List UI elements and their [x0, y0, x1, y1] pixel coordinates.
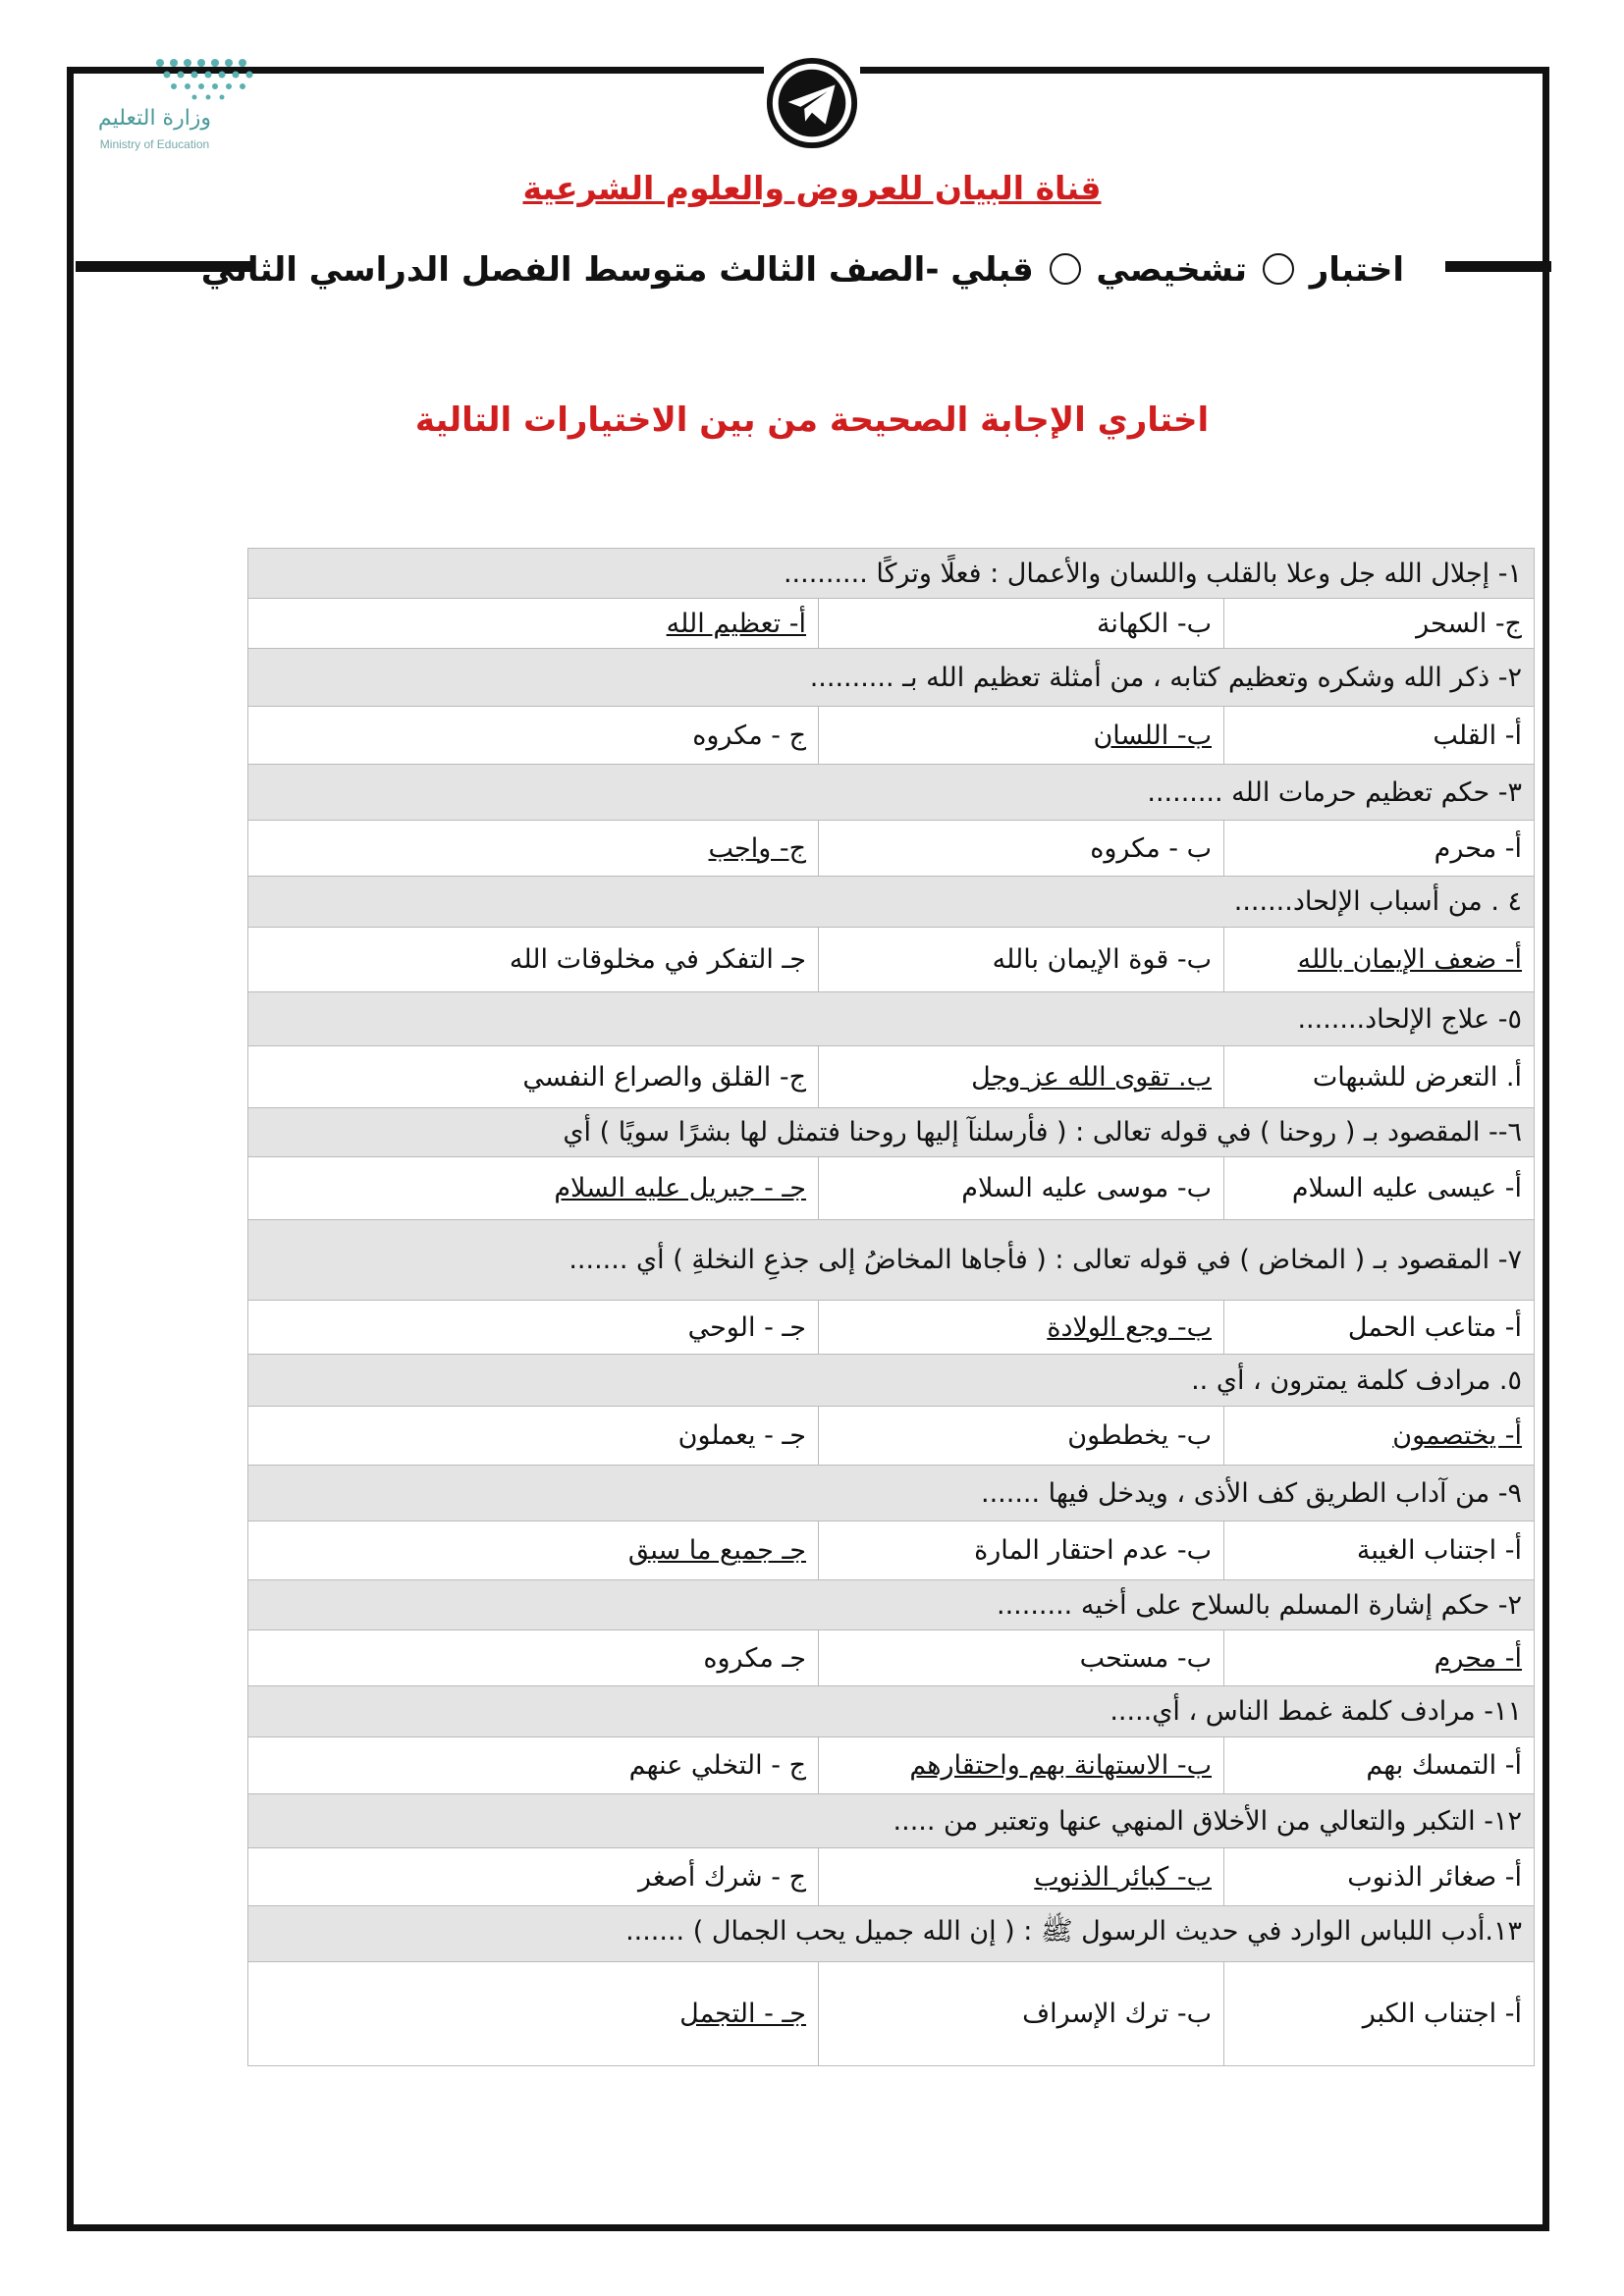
option-cell — [248, 1522, 819, 1580]
options-row — [248, 1737, 1535, 1794]
option-text[interactable]: ب - مكروه — [1090, 832, 1212, 864]
questions-table — [247, 548, 1535, 2066]
options-row — [248, 1046, 1535, 1108]
option-cell — [1224, 599, 1535, 649]
option-text[interactable]: ج- واجب — [708, 832, 806, 864]
option-cell — [248, 1046, 819, 1108]
option-cell — [819, 1848, 1224, 1906]
option-text[interactable]: ب- موسى عليه السلام — [961, 1173, 1212, 1203]
option-text[interactable]: ج- القلق والصراع النفسي — [522, 1061, 806, 1093]
option-text[interactable]: أ- محرم — [1434, 1642, 1522, 1674]
question-row — [248, 877, 1535, 928]
option-cell — [248, 1407, 819, 1466]
option-text[interactable]: ج - التخلي عنهم — [628, 1750, 806, 1781]
option-cell — [1224, 1522, 1535, 1580]
question-text: ٣- حكم تعظيم حرمات الله ......... — [248, 765, 1535, 821]
option-text[interactable]: أ- تعظيم الله — [666, 608, 806, 639]
option-text[interactable]: أ- ضعف الإيمان بالله — [1297, 944, 1522, 975]
option-text[interactable]: جـ - جبريل عليه السلام — [554, 1173, 806, 1203]
option-text[interactable]: أ- اجتناب الكبر — [1362, 1999, 1522, 2029]
option-text[interactable]: ج - مكروه — [692, 720, 806, 751]
question-row — [248, 992, 1535, 1046]
option-text[interactable]: ج- السحر — [1416, 608, 1522, 639]
question-text: ٥- علاج الإلحاد........ — [248, 992, 1535, 1046]
option-cell — [1224, 1737, 1535, 1794]
option-text[interactable]: ب. تقوى الله عز وجل — [971, 1061, 1212, 1093]
exam-title-line — [200, 250, 1404, 290]
option-text[interactable]: أ- متاعب الحمل — [1347, 1311, 1522, 1343]
question-row — [248, 1906, 1535, 1962]
option-text[interactable]: أ. التعرض للشبهات — [1312, 1061, 1522, 1093]
question-text: ١٣.أدب اللباس الوارد في حديث الرسول ﷺ : ( إن الله جميل يحب الجمال ) ....... — [248, 1906, 1535, 1962]
options-row — [248, 928, 1535, 992]
pre-test-label: قبلي — [950, 250, 1034, 290]
option-cell — [248, 599, 819, 649]
option-cell — [248, 707, 819, 765]
option-cell — [819, 707, 1224, 765]
option-cell — [819, 1630, 1224, 1686]
option-cell — [819, 928, 1224, 992]
question-row — [248, 1580, 1535, 1630]
option-cell — [819, 1962, 1224, 2066]
option-cell — [819, 1737, 1224, 1794]
option-text[interactable]: ب- كبائر الذنوب — [1034, 1861, 1212, 1893]
options-row — [248, 821, 1535, 877]
options-row — [248, 1848, 1535, 1906]
option-cell — [1224, 707, 1535, 765]
option-cell — [1224, 1407, 1535, 1466]
question-row — [248, 1686, 1535, 1737]
option-cell — [1224, 1848, 1535, 1906]
question-row — [248, 549, 1535, 599]
diagnostic-checkbox[interactable] — [1263, 253, 1294, 285]
options-row — [248, 1301, 1535, 1355]
option-text[interactable]: أ- يختصمون — [1392, 1420, 1522, 1451]
option-text[interactable]: جـ - التجمل — [679, 1999, 806, 2029]
options-row — [248, 1522, 1535, 1580]
options-row — [248, 1630, 1535, 1686]
option-text[interactable]: ب- وجع الولادة — [1047, 1311, 1212, 1343]
option-text[interactable]: جـ - يعملون — [677, 1420, 806, 1451]
question-row — [248, 765, 1535, 821]
question-row — [248, 1794, 1535, 1848]
options-row — [248, 599, 1535, 649]
logo-english-text: Ministry of Education — [99, 137, 210, 151]
option-text[interactable]: ج - شرك أصغر — [637, 1861, 806, 1893]
dots-icon — [152, 57, 258, 104]
instructions-heading: اختاري الإجابة الصحيحة من بين الاختيارات التالية — [414, 400, 1210, 440]
options-row — [248, 707, 1535, 765]
option-text[interactable]: ب- عدم احتقار المارة — [974, 1535, 1212, 1566]
option-cell — [1224, 928, 1535, 992]
option-text[interactable]: جـ جميع ما سبق — [627, 1535, 806, 1566]
option-text[interactable]: ب- قوة الإيمان بالله — [992, 944, 1212, 975]
options-row — [248, 1407, 1535, 1466]
option-text[interactable]: أ- محرم — [1434, 832, 1522, 864]
option-text[interactable]: أ- صغائر الذنوب — [1347, 1861, 1522, 1893]
question-row — [248, 649, 1535, 707]
option-cell — [248, 1737, 819, 1794]
option-cell — [819, 1157, 1224, 1220]
option-text[interactable]: ب- الكهانة — [1096, 608, 1212, 639]
right-divider — [1445, 261, 1551, 272]
option-cell — [819, 1046, 1224, 1108]
question-row — [248, 1466, 1535, 1522]
option-cell — [248, 1301, 819, 1355]
question-row — [248, 1355, 1535, 1407]
option-text[interactable]: ب- مستحب — [1079, 1642, 1212, 1674]
question-text: ١١- مرادف كلمة غمط الناس ، أي..... — [248, 1686, 1535, 1737]
option-text[interactable]: أ- اجتناب الغيبة — [1356, 1535, 1522, 1566]
option-cell — [248, 1157, 819, 1220]
option-cell — [1224, 1301, 1535, 1355]
option-text[interactable]: جـ مكروه — [703, 1642, 806, 1674]
option-cell — [1224, 1962, 1535, 2066]
diagnostic-label: تشخيصي — [1096, 250, 1248, 290]
option-cell — [819, 1301, 1224, 1355]
logo-arabic-text: وزارة التعليم — [97, 106, 212, 131]
option-cell — [1224, 1630, 1535, 1686]
question-text: ٧- المقصود بـ ( المخاض ) في قوله تعالى : ( فأجاها المخاضُ إلى جذعِ النخلةِ ) أي ....... — [248, 1220, 1535, 1301]
option-cell — [819, 599, 1224, 649]
option-cell — [1224, 1046, 1535, 1108]
question-text: ٦-- المقصود بـ ( روحنا ) في قوله تعالى : ( فأرسلنآ إليها روحنا فتمثل لها بشرًا سويًا ) أي — [248, 1108, 1535, 1157]
option-text[interactable]: أ- التمسك بهم — [1366, 1750, 1522, 1781]
question-text: ٢- حكم إشارة المسلم بالسلاح على أخيه ......... — [248, 1580, 1535, 1630]
option-text[interactable]: ب- اللسان — [1093, 720, 1212, 751]
ministry-logo — [93, 57, 260, 165]
options-row — [248, 1962, 1535, 2066]
option-text[interactable]: جـ - الوحي — [687, 1311, 806, 1343]
pre-test-checkbox[interactable] — [1050, 253, 1081, 285]
options-row — [248, 1157, 1535, 1220]
channel-title: قناة البيان للعروض والعلوم الشرعية — [522, 169, 1102, 207]
grade-semester-label: -الصف الثالث متوسط الفصل الدراسي الثاني — [200, 250, 940, 290]
option-text[interactable]: ب- يخططون — [1067, 1420, 1212, 1451]
option-cell — [248, 1848, 819, 1906]
question-row — [248, 1108, 1535, 1157]
option-cell — [819, 1407, 1224, 1466]
option-cell — [248, 928, 819, 992]
question-text: ٤ . من أسباب الإلحاد....... — [248, 877, 1535, 928]
question-text: ١٢- التكبر والتعالي من الأخلاق المنهي عنها وتعتبر من ..... — [248, 1794, 1535, 1848]
telegram-icon — [764, 55, 860, 151]
question-text: ٩- من آداب الطريق كف الأذى ، ويدخل فيها ....... — [248, 1466, 1535, 1522]
question-text: ٥. مرادف كلمة يمترون ، أي .. — [248, 1355, 1535, 1407]
question-row — [248, 1220, 1535, 1301]
question-text: ٢- ذكر الله وشكره وتعظيم كتابه ، من أمثلة تعظيم الله بـ .......... — [248, 649, 1535, 707]
exam-word: اختبار — [1309, 250, 1404, 290]
option-text[interactable]: ب- ترك الإسراف — [1022, 1999, 1212, 2029]
option-cell — [248, 1962, 819, 2066]
option-cell — [1224, 821, 1535, 877]
option-text[interactable]: أ- عيسى عليه السلام — [1291, 1173, 1522, 1203]
question-text: ١- إجلال الله جل وعلا بالقلب واللسان والأعمال : فعلًا وتركًا .......... — [248, 549, 1535, 599]
option-cell — [819, 821, 1224, 877]
option-text[interactable]: ب- الاستهانة بهم واحتقارهم — [909, 1750, 1212, 1781]
option-cell — [1224, 1157, 1535, 1220]
option-cell — [819, 1522, 1224, 1580]
option-cell — [248, 821, 819, 877]
option-cell — [248, 1630, 819, 1686]
option-text[interactable]: جـ التفكر في مخلوقات الله — [509, 944, 806, 975]
option-text[interactable]: أ- القلب — [1433, 720, 1522, 751]
